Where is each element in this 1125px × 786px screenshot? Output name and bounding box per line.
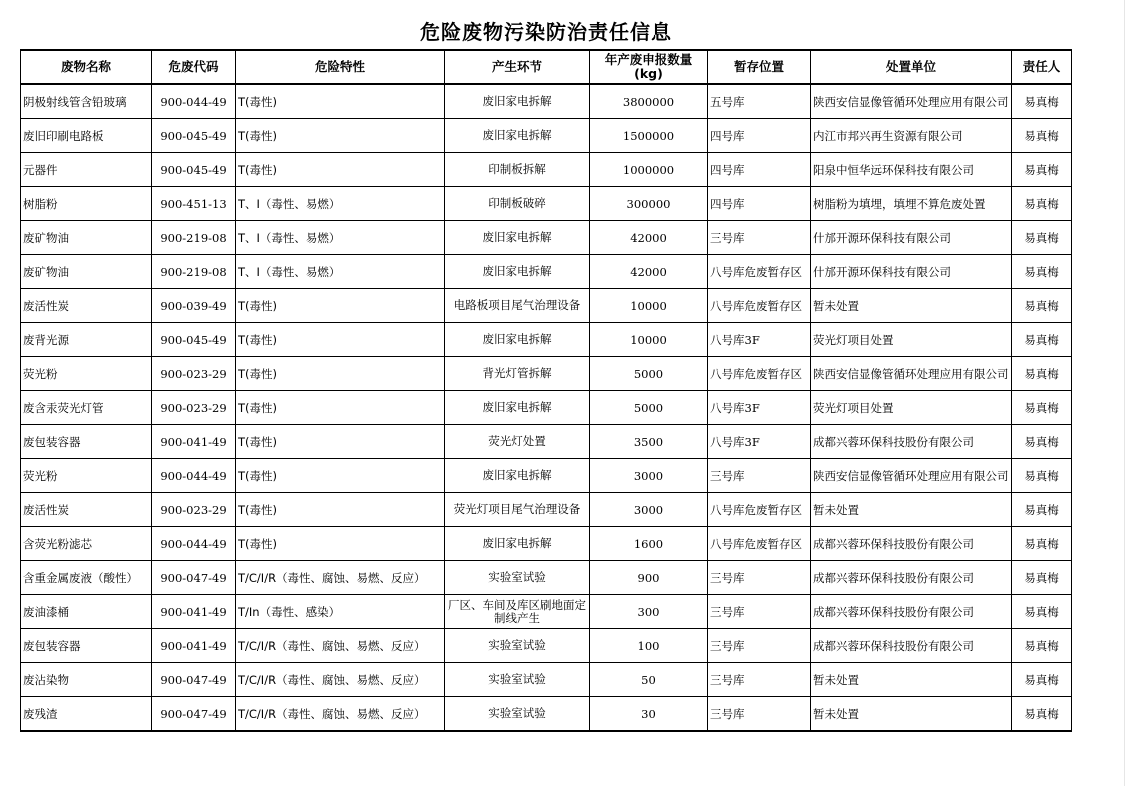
cell-hazard: T/C/I/R（毒性、腐蚀、易燃、反应） [236,561,445,595]
table-row [21,221,1072,255]
cell-disposal-unit: 成都兴蓉环保科技股份有限公司 [811,527,1012,561]
waste-table [20,49,1072,732]
cell-waste-code: 900-047-49 [152,561,236,595]
cell-hazard: T(毒性) [236,493,445,527]
table-row [21,187,1072,221]
cell-annual-quantity: 3000 [590,459,708,493]
cell-disposal-unit: 暂未处置 [811,493,1012,527]
cell-annual-quantity: 42000 [590,221,708,255]
cell-annual-quantity: 10000 [590,289,708,323]
cell-waste-name: 废旧印刷电路板 [21,119,152,153]
table-row [21,255,1072,289]
cell-disposal-unit: 陕西安信显像管循环处理应用有限公司 [811,84,1012,119]
table-row [21,153,1072,187]
cell-waste-code: 900-045-49 [152,119,236,153]
table-row [21,323,1072,357]
cell-waste-code: 900-041-49 [152,629,236,663]
cell-hazard: T(毒性) [236,323,445,357]
cell-disposal-unit: 暂未处置 [811,697,1012,732]
cell-source: 废旧家电拆解 [445,119,590,153]
cell-waste-code: 900-023-29 [152,391,236,425]
cell-waste-code: 900-039-49 [152,289,236,323]
cell-person: 易真梅 [1012,595,1072,629]
header-disposal-unit: 处置单位 [811,50,1012,84]
cell-storage-location: 八号库3F [708,323,811,357]
cell-waste-code: 900-041-49 [152,595,236,629]
cell-waste-name: 废沾染物 [21,663,152,697]
cell-storage-location: 八号库危废暂存区 [708,527,811,561]
cell-waste-name: 废包装容器 [21,629,152,663]
cell-annual-quantity: 30 [590,697,708,732]
cell-waste-name: 废含汞荧光灯管 [21,391,152,425]
cell-hazard: T(毒性) [236,391,445,425]
header-storage-location: 暂存位置 [708,50,811,84]
cell-waste-name: 废矿物油 [21,255,152,289]
cell-person: 易真梅 [1012,221,1072,255]
cell-source: 废旧家电拆解 [445,527,590,561]
cell-source: 实验室试验 [445,663,590,697]
cell-waste-code: 900-044-49 [152,459,236,493]
cell-hazard: T(毒性) [236,357,445,391]
cell-annual-quantity: 50 [590,663,708,697]
cell-storage-location: 八号库3F [708,425,811,459]
cell-source: 荧光灯处置 [445,425,590,459]
cell-hazard: T/C/I/R（毒性、腐蚀、易燃、反应） [236,663,445,697]
cell-source: 印制板拆解 [445,153,590,187]
header-source: 产生环节 [445,50,590,84]
cell-hazard: T(毒性) [236,84,445,119]
cell-storage-location: 三号库 [708,595,811,629]
cell-hazard: T(毒性) [236,119,445,153]
cell-source: 废旧家电拆解 [445,221,590,255]
cell-person: 易真梅 [1012,255,1072,289]
cell-source: 废旧家电拆解 [445,391,590,425]
cell-person: 易真梅 [1012,493,1072,527]
table-row [21,119,1072,153]
cell-storage-location: 三号库 [708,629,811,663]
cell-storage-location: 四号库 [708,153,811,187]
cell-disposal-unit: 成都兴蓉环保科技股份有限公司 [811,595,1012,629]
cell-waste-name: 树脂粉 [21,187,152,221]
cell-annual-quantity: 100 [590,629,708,663]
cell-storage-location: 三号库 [708,663,811,697]
cell-hazard: T、I（毒性、易燃） [236,221,445,255]
cell-waste-name: 元器件 [21,153,152,187]
cell-hazard: T(毒性) [236,425,445,459]
cell-hazard: T(毒性) [236,289,445,323]
cell-source: 实验室试验 [445,697,590,732]
cell-waste-code: 900-044-49 [152,84,236,119]
table-row [21,459,1072,493]
header-waste-code: 危废代码 [152,50,236,84]
cell-annual-quantity: 42000 [590,255,708,289]
cell-hazard: T/C/I/R（毒性、腐蚀、易燃、反应） [236,697,445,732]
cell-annual-quantity: 1000000 [590,153,708,187]
cell-source: 厂区、车间及库区刷地面定制线产生 [445,595,590,629]
cell-person: 易真梅 [1012,153,1072,187]
page-title: 危险废物污染防治责任信息 [420,20,672,44]
cell-hazard: T、I（毒性、易燃） [236,187,445,221]
cell-person: 易真梅 [1012,663,1072,697]
cell-waste-name: 废活性炭 [21,289,152,323]
table-row [21,527,1072,561]
cell-waste-code: 900-023-29 [152,357,236,391]
cell-disposal-unit: 内江市邦兴再生资源有限公司 [811,119,1012,153]
cell-hazard: T/In（毒性、感染） [236,595,445,629]
cell-person: 易真梅 [1012,561,1072,595]
cell-hazard: T(毒性) [236,527,445,561]
cell-waste-code: 900-047-49 [152,663,236,697]
cell-hazard: T/C/I/R（毒性、腐蚀、易燃、反应） [236,629,445,663]
cell-source: 废旧家电拆解 [445,323,590,357]
cell-person: 易真梅 [1012,84,1072,119]
cell-annual-quantity: 300000 [590,187,708,221]
cell-person: 易真梅 [1012,527,1072,561]
cell-hazard: T(毒性) [236,153,445,187]
cell-source: 荧光灯项目尾气治理设备 [445,493,590,527]
table-row [21,663,1072,697]
cell-disposal-unit: 荧光灯项目处置 [811,391,1012,425]
header-annual-quantity-text: 年产废申报数量 (kg) [604,52,693,81]
cell-person: 易真梅 [1012,459,1072,493]
cell-waste-name: 含重金属废液（酸性） [21,561,152,595]
cell-disposal-unit: 树脂粉为填埋，填埋不算危废处置 [811,187,1012,221]
cell-disposal-unit: 陕西安信显像管循环处理应用有限公司 [811,459,1012,493]
cell-waste-code: 900-041-49 [152,425,236,459]
cell-waste-name: 废残渣 [21,697,152,732]
table-row [21,84,1072,119]
cell-storage-location: 八号库3F [708,391,811,425]
cell-waste-name: 废活性炭 [21,493,152,527]
cell-storage-location: 三号库 [708,221,811,255]
cell-person: 易真梅 [1012,357,1072,391]
cell-annual-quantity: 300 [590,595,708,629]
table-row [21,493,1072,527]
cell-storage-location: 八号库危废暂存区 [708,289,811,323]
cell-storage-location: 八号库危废暂存区 [708,357,811,391]
cell-annual-quantity: 10000 [590,323,708,357]
cell-storage-location: 八号库危废暂存区 [708,493,811,527]
cell-waste-code: 900-451-13 [152,187,236,221]
cell-annual-quantity: 5000 [590,391,708,425]
cell-storage-location: 三号库 [708,561,811,595]
cell-waste-name: 阴极射线管含铅玻璃 [21,84,152,119]
cell-person: 易真梅 [1012,629,1072,663]
cell-disposal-unit: 什邡开源环保科技有限公司 [811,255,1012,289]
table-row [21,391,1072,425]
cell-annual-quantity: 3800000 [590,84,708,119]
table-row [21,629,1072,663]
cell-waste-name: 荧光粉 [21,357,152,391]
cell-disposal-unit: 成都兴蓉环保科技股份有限公司 [811,561,1012,595]
cell-disposal-unit: 阳泉中恒华远环保科技有限公司 [811,153,1012,187]
cell-waste-code: 900-044-49 [152,527,236,561]
cell-annual-quantity: 1600 [590,527,708,561]
header-hazard: 危险特性 [236,50,445,84]
cell-annual-quantity: 900 [590,561,708,595]
header-person: 责任人 [1012,50,1072,84]
table-row [21,561,1072,595]
cell-hazard: T、I（毒性、易燃） [236,255,445,289]
cell-source: 电路板项目尾气治理设备 [445,289,590,323]
cell-waste-code: 900-219-08 [152,221,236,255]
cell-waste-code: 900-219-08 [152,255,236,289]
header-annual-quantity [590,50,708,84]
table-row [21,357,1072,391]
cell-disposal-unit: 什邡开源环保科技有限公司 [811,221,1012,255]
cell-person: 易真梅 [1012,425,1072,459]
header-waste-name: 废物名称 [21,50,152,84]
cell-storage-location: 五号库 [708,84,811,119]
cell-hazard: T(毒性) [236,459,445,493]
cell-person: 易真梅 [1012,391,1072,425]
cell-person: 易真梅 [1012,697,1072,732]
cell-waste-code: 900-023-29 [152,493,236,527]
cell-source: 背光灯管拆解 [445,357,590,391]
cell-disposal-unit: 荧光灯项目处置 [811,323,1012,357]
table-row [21,697,1072,732]
cell-disposal-unit: 成都兴蓉环保科技股份有限公司 [811,629,1012,663]
cell-waste-name: 废背光源 [21,323,152,357]
cell-person: 易真梅 [1012,323,1072,357]
cell-storage-location: 四号库 [708,187,811,221]
cell-storage-location: 三号库 [708,697,811,732]
cell-storage-location: 四号库 [708,119,811,153]
cell-source: 印制板破碎 [445,187,590,221]
cell-waste-name: 荧光粉 [21,459,152,493]
cell-waste-name: 废包装容器 [21,425,152,459]
cell-source: 废旧家电拆解 [445,84,590,119]
cell-annual-quantity: 5000 [590,357,708,391]
cell-annual-quantity: 3000 [590,493,708,527]
cell-disposal-unit: 暂未处置 [811,663,1012,697]
cell-waste-code: 900-047-49 [152,697,236,732]
cell-annual-quantity: 3500 [590,425,708,459]
cell-disposal-unit: 成都兴蓉环保科技股份有限公司 [811,425,1012,459]
cell-source: 废旧家电拆解 [445,255,590,289]
cell-source: 废旧家电拆解 [445,459,590,493]
table-row [21,425,1072,459]
table-body [21,84,1072,731]
cell-waste-name: 废油漆桶 [21,595,152,629]
cell-source: 实验室试验 [445,629,590,663]
cell-annual-quantity: 1500000 [590,119,708,153]
table-row [21,595,1072,629]
cell-storage-location: 三号库 [708,459,811,493]
cell-source: 实验室试验 [445,561,590,595]
cell-storage-location: 八号库危废暂存区 [708,255,811,289]
cell-person: 易真梅 [1012,187,1072,221]
cell-person: 易真梅 [1012,119,1072,153]
table-row [21,289,1072,323]
cell-waste-code: 900-045-49 [152,153,236,187]
cell-waste-name: 含荧光粉滤芯 [21,527,152,561]
cell-disposal-unit: 陕西安信显像管循环处理应用有限公司 [811,357,1012,391]
cell-waste-code: 900-045-49 [152,323,236,357]
header-row [21,50,1072,84]
cell-waste-name: 废矿物油 [21,221,152,255]
cell-disposal-unit: 暂未处置 [811,289,1012,323]
cell-person: 易真梅 [1012,289,1072,323]
